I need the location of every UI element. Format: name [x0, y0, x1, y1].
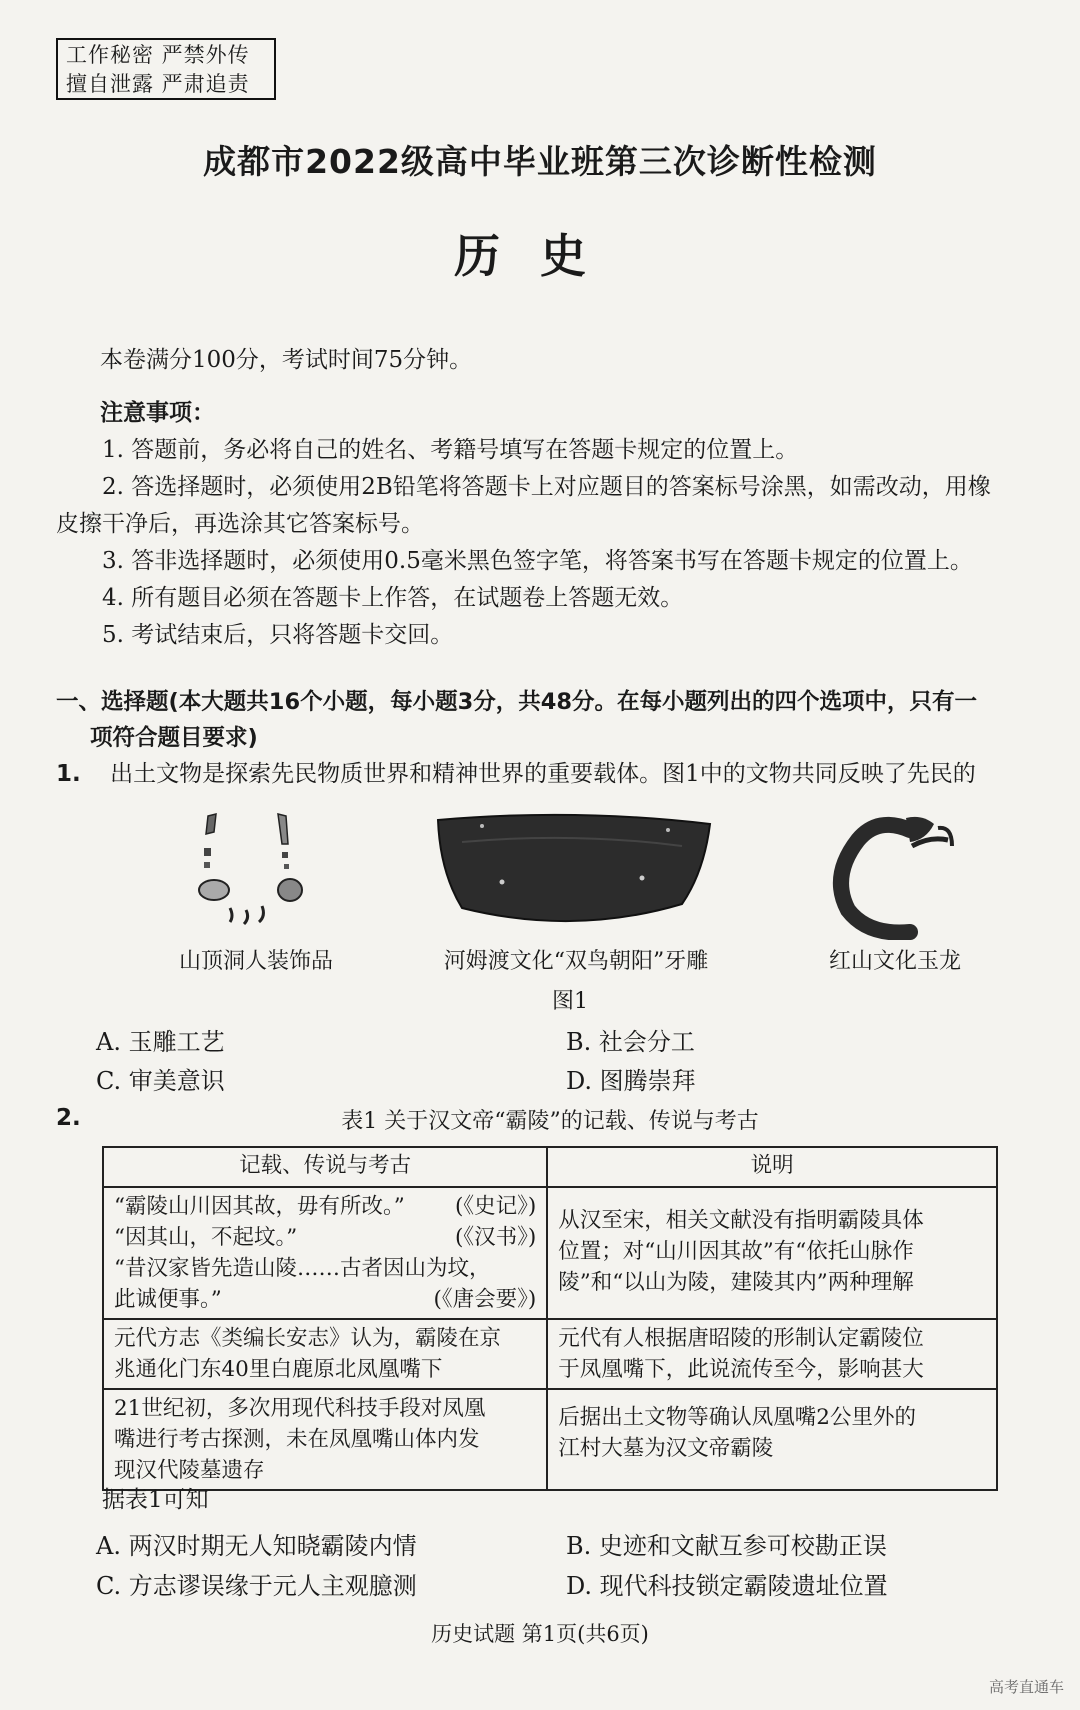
cell-line	[114, 1284, 536, 1315]
option-a: A. 玉雕工艺	[96, 1028, 225, 1056]
quote-source: (《汉书》)	[454, 1225, 537, 1250]
cell-line: 江村大墓为汉文帝霸陵	[558, 1436, 774, 1461]
quote-source: (《唐会要》)	[433, 1287, 537, 1312]
cell-line: 元代有人根据唐昭陵的形制认定霸陵位	[558, 1326, 924, 1351]
table-title: 表1 关于汉文帝“霸陵”的记载、传说与考古	[341, 1109, 759, 1134]
confidential-line-1: 工作秘密 严禁外传	[66, 43, 250, 67]
table-cell	[103, 1319, 547, 1389]
shandingdong-ornaments-image	[190, 810, 320, 940]
quote-source: (《史记》)	[454, 1194, 537, 1219]
cell-line: 元代方志《类编长安志》认为，霸陵在京	[114, 1326, 502, 1351]
option-d: D. 现代科技锁定霸陵遗址位置	[566, 1572, 888, 1600]
hongshan-jade-dragon-image	[818, 806, 958, 940]
figure-caption: 红山文化玉龙	[828, 949, 961, 974]
figure-label: 图1	[552, 989, 588, 1014]
notice-item-continued: 皮擦干净后，再选涂其它答案标号。	[56, 511, 424, 537]
cell-line: 嘴进行考古探测，未在凤凰嘴山体内发	[114, 1427, 480, 1452]
question-2-lead: 据表1可知	[102, 1487, 209, 1513]
section-heading-continued: 项符合题目要求)	[90, 725, 258, 751]
source-watermark: 高考直通车	[988, 1678, 1064, 1696]
notice-item: 1. 答题前，务必将自己的姓名、考籍号填写在答题卡规定的位置上。	[102, 437, 799, 463]
cell-line: 21世纪初，多次用现代科技手段对凤凰	[114, 1396, 486, 1421]
option-c: C. 审美意识	[96, 1067, 225, 1095]
notice-item: 5. 考试结束后，只将答题卡交回。	[102, 622, 454, 648]
option-d: D. 图腾崇拜	[566, 1067, 696, 1095]
table-row	[103, 1389, 997, 1490]
cell-line: 于凤凰嘴下，此说流传至今，影响甚大	[558, 1357, 924, 1382]
question-text: 出土文物是探索先民物质世界和精神世界的重要载体。图1中的文物共同反映了先民的	[110, 761, 976, 787]
confidential-stamp	[56, 38, 276, 100]
cell-line: 位置；对“山川因其故”有“依托山脉作	[558, 1239, 914, 1264]
table-cell	[547, 1187, 997, 1319]
table-header-cell: 记载、传说与考古	[103, 1147, 547, 1187]
table-row	[103, 1187, 997, 1319]
question-number: 1.	[56, 761, 81, 787]
score-time-note: 本卷满分100分，考试时间75分钟。	[100, 347, 473, 373]
table-header-cell: 说明	[547, 1147, 997, 1187]
table-cell	[547, 1319, 997, 1389]
question-number	[56, 1102, 81, 1134]
cell-line: 现汉代陵墓遗存	[114, 1458, 265, 1483]
notice-item: 2. 答选择题时，必须使用2B铅笔将答题卡上对应题目的答案标号涂黑，如需改动，用橡	[102, 474, 991, 500]
cell-line: “昔汉家皆先造山陵……古者因山为坟，	[114, 1256, 491, 1281]
cell-line	[114, 1191, 536, 1222]
option-b: B. 社会分工	[566, 1028, 695, 1056]
table-cell	[103, 1187, 547, 1319]
quote-text: 此诚便事。”	[114, 1287, 222, 1312]
cell-line: 后据出土文物等确认凤凰嘴2公里外的	[558, 1405, 916, 1430]
notice-item: 3. 答非选择题时，必须使用0.5毫米黑色签字笔，将答案书写在答题卡规定的位置上。	[102, 548, 973, 574]
hemudu-ivory-carving-image	[432, 812, 716, 928]
confidential-line-2: 擅自泄露 严肃追责	[66, 72, 250, 96]
table-cell	[103, 1389, 547, 1490]
subject-title: 历史	[454, 229, 626, 283]
quote-text: “因其山，不起坟。”	[114, 1225, 298, 1250]
cell-line	[114, 1222, 536, 1253]
figure-caption: 河姆渡文化“双鸟朝阳”牙雕	[443, 949, 709, 974]
option-c: C. 方志谬误缘于元人主观臆测	[96, 1572, 417, 1600]
table-1	[102, 1146, 998, 1491]
exam-title: 成都市2022级高中毕业班第三次诊断性检测	[203, 142, 877, 181]
section-heading: 一、选择题(本大题共16个小题，每小题3分，共48分。在每小题列出的四个选项中，只有一	[56, 689, 978, 715]
table-cell	[547, 1389, 997, 1490]
page-footer: 历史试题 第1页(共6页)	[431, 1622, 649, 1646]
cell-line: 陵”和“以山为陵，建陵其内”两种理解	[558, 1270, 914, 1295]
notice-title: 注意事项：	[100, 400, 215, 426]
table-header-row	[103, 1147, 997, 1187]
option-a: A. 两汉时期无人知晓霸陵内情	[96, 1532, 417, 1560]
quote-text: “霸陵山川因其故，毋有所改。”	[114, 1194, 405, 1219]
table-row	[103, 1319, 997, 1389]
question-1-stem	[56, 758, 976, 790]
cell-line: 兆通化门东40里白鹿原北凤凰嘴下	[114, 1357, 443, 1382]
cell-line: 从汉至宋，相关文献没有指明霸陵具体	[558, 1208, 924, 1233]
question-2-number: 2.	[56, 1105, 81, 1131]
notice-item: 4. 所有题目必须在答题卡上作答，在试题卷上答题无效。	[102, 585, 684, 611]
option-b: B. 史迹和文献互参可校勘正误	[566, 1532, 887, 1560]
figure-caption: 山顶洞人装饰品	[178, 949, 333, 974]
